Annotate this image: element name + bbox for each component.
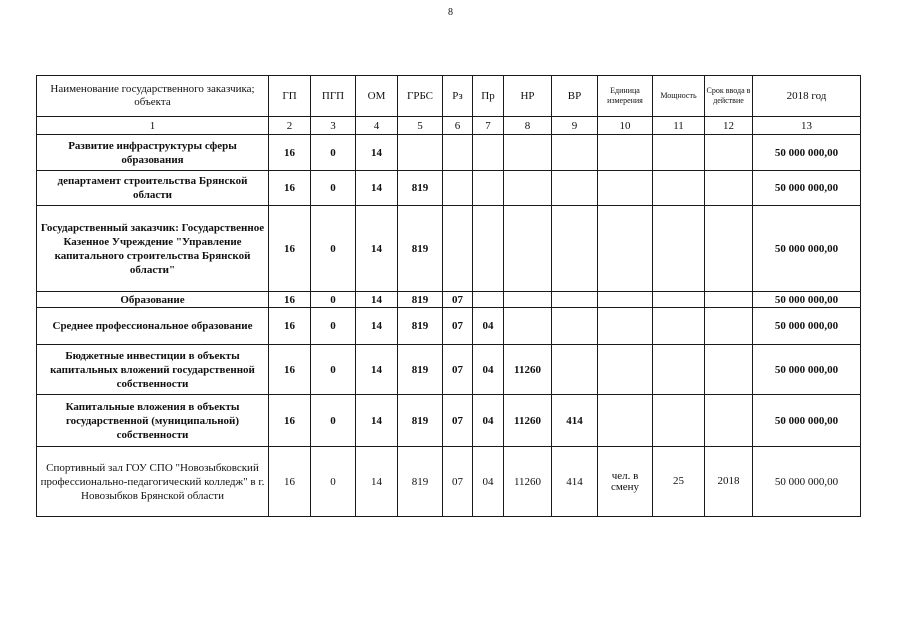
cell-capacity	[653, 171, 705, 206]
header-capacity: Мощность	[653, 76, 705, 117]
cell-term: 2018	[705, 447, 753, 517]
cell-vr	[552, 308, 598, 345]
header-rz: Рз	[443, 76, 473, 117]
cell-pr: 04	[473, 308, 504, 345]
cell-amount: 50 000 000,00	[753, 206, 861, 292]
column-number: 8	[504, 117, 552, 135]
header-name: Наименование государственного заказчика; объекта	[37, 76, 269, 117]
header-gp: ГП	[269, 76, 311, 117]
column-number: 9	[552, 117, 598, 135]
cell-pr	[473, 206, 504, 292]
cell-rz: 07	[443, 292, 473, 308]
cell-gp: 16	[269, 308, 311, 345]
row-name: Спортивный зал ГОУ СПО "Новозыбковский профессионально-педагогический колледж" в г. Новозыбков Брянской области	[37, 447, 269, 517]
cell-rz: 07	[443, 345, 473, 395]
cell-vr	[552, 135, 598, 171]
cell-pgp: 0	[311, 171, 356, 206]
cell-pgp: 0	[311, 345, 356, 395]
cell-gp: 16	[269, 171, 311, 206]
cell-grbs: 819	[398, 292, 443, 308]
column-number: 4	[356, 117, 398, 135]
column-number: 13	[753, 117, 861, 135]
cell-gp: 16	[269, 395, 311, 447]
row-name: Капитальные вложения в объекты государственной (муниципальной) собственности	[37, 395, 269, 447]
cell-capacity	[653, 308, 705, 345]
row-name: Бюджетные инвестиции в объекты капитальных вложений государственной собственности	[37, 345, 269, 395]
column-number: 12	[705, 117, 753, 135]
cell-om: 14	[356, 135, 398, 171]
table-row	[37, 292, 861, 308]
cell-rz	[443, 171, 473, 206]
cell-unit	[598, 395, 653, 447]
cell-amount: 50 000 000,00	[753, 292, 861, 308]
cell-vr: 414	[552, 395, 598, 447]
table-row	[37, 171, 861, 206]
cell-nr	[504, 135, 552, 171]
header-unit: Единица измерения	[598, 76, 653, 117]
cell-pgp: 0	[311, 395, 356, 447]
cell-om: 14	[356, 308, 398, 345]
cell-om: 14	[356, 292, 398, 308]
cell-rz	[443, 135, 473, 171]
cell-grbs: 819	[398, 308, 443, 345]
cell-pgp: 0	[311, 206, 356, 292]
cell-pgp: 0	[311, 135, 356, 171]
cell-amount: 50 000 000,00	[753, 447, 861, 517]
cell-capacity	[653, 292, 705, 308]
cell-om: 14	[356, 206, 398, 292]
table-row	[37, 308, 861, 345]
header-om: ОМ	[356, 76, 398, 117]
cell-amount: 50 000 000,00	[753, 345, 861, 395]
table-row	[37, 345, 861, 395]
cell-pr	[473, 171, 504, 206]
cell-capacity	[653, 345, 705, 395]
cell-capacity: 25	[653, 447, 705, 517]
cell-pr: 04	[473, 345, 504, 395]
header-year: 2018 год	[753, 76, 861, 117]
row-name: Среднее профессиональное образование	[37, 308, 269, 345]
cell-pr: 04	[473, 395, 504, 447]
cell-vr	[552, 171, 598, 206]
header-pgp: ПГП	[311, 76, 356, 117]
cell-gp: 16	[269, 135, 311, 171]
page-number: 8	[448, 7, 453, 18]
header-term: Срок ввода в действие	[705, 76, 753, 117]
cell-unit	[598, 171, 653, 206]
cell-rz: 07	[443, 395, 473, 447]
cell-pr: 04	[473, 447, 504, 517]
row-name: Развитие инфраструктуры сферы образования	[37, 135, 269, 171]
header-row	[37, 76, 861, 117]
column-number: 7	[473, 117, 504, 135]
table-row	[37, 395, 861, 447]
row-name: Государственный заказчик: Государственное Казенное Учреждение "Управление капитального строительства Брянской области"	[37, 206, 269, 292]
cell-term	[705, 292, 753, 308]
cell-nr	[504, 292, 552, 308]
row-name: Образование	[37, 292, 269, 308]
cell-grbs: 819	[398, 345, 443, 395]
row-name: департамент строительства Брянской области	[37, 171, 269, 206]
column-number-row	[37, 117, 861, 135]
cell-rz: 07	[443, 447, 473, 517]
cell-om: 14	[356, 447, 398, 517]
cell-gp: 16	[269, 292, 311, 308]
cell-nr	[504, 171, 552, 206]
cell-nr: 11260	[504, 395, 552, 447]
table-row	[37, 135, 861, 171]
cell-nr: 11260	[504, 447, 552, 517]
cell-om: 14	[356, 171, 398, 206]
header-vr: ВР	[552, 76, 598, 117]
table-row	[37, 447, 861, 517]
cell-rz	[443, 206, 473, 292]
cell-grbs: 819	[398, 171, 443, 206]
cell-term	[705, 395, 753, 447]
cell-nr	[504, 206, 552, 292]
column-number: 11	[653, 117, 705, 135]
cell-term	[705, 345, 753, 395]
cell-term	[705, 171, 753, 206]
column-number: 10	[598, 117, 653, 135]
cell-om: 14	[356, 395, 398, 447]
cell-unit	[598, 135, 653, 171]
column-number: 5	[398, 117, 443, 135]
cell-pr	[473, 135, 504, 171]
cell-pgp: 0	[311, 447, 356, 517]
cell-unit: чел. в смену	[598, 447, 653, 517]
header-nr: НР	[504, 76, 552, 117]
cell-amount: 50 000 000,00	[753, 135, 861, 171]
cell-pgp: 0	[311, 308, 356, 345]
cell-grbs: 819	[398, 206, 443, 292]
cell-unit	[598, 292, 653, 308]
cell-nr: 11260	[504, 345, 552, 395]
cell-nr	[504, 308, 552, 345]
cell-grbs: 819	[398, 447, 443, 517]
cell-vr	[552, 292, 598, 308]
column-number: 3	[311, 117, 356, 135]
cell-gp: 16	[269, 206, 311, 292]
table-row	[37, 206, 861, 292]
cell-amount: 50 000 000,00	[753, 308, 861, 345]
cell-capacity	[653, 395, 705, 447]
cell-capacity	[653, 135, 705, 171]
cell-amount: 50 000 000,00	[753, 171, 861, 206]
cell-unit	[598, 345, 653, 395]
cell-om: 14	[356, 345, 398, 395]
cell-grbs: 819	[398, 395, 443, 447]
cell-unit	[598, 308, 653, 345]
column-number: 1	[37, 117, 269, 135]
budget-table	[36, 75, 861, 517]
column-number: 6	[443, 117, 473, 135]
cell-vr	[552, 206, 598, 292]
cell-amount: 50 000 000,00	[753, 395, 861, 447]
cell-vr	[552, 345, 598, 395]
cell-vr: 414	[552, 447, 598, 517]
header-pr: Пр	[473, 76, 504, 117]
cell-unit	[598, 206, 653, 292]
cell-gp: 16	[269, 447, 311, 517]
cell-term	[705, 135, 753, 171]
cell-pr	[473, 292, 504, 308]
header-grbs: ГРБС	[398, 76, 443, 117]
cell-term	[705, 308, 753, 345]
column-number: 2	[269, 117, 311, 135]
cell-capacity	[653, 206, 705, 292]
cell-grbs	[398, 135, 443, 171]
cell-rz: 07	[443, 308, 473, 345]
cell-gp: 16	[269, 345, 311, 395]
cell-pgp: 0	[311, 292, 356, 308]
cell-term	[705, 206, 753, 292]
